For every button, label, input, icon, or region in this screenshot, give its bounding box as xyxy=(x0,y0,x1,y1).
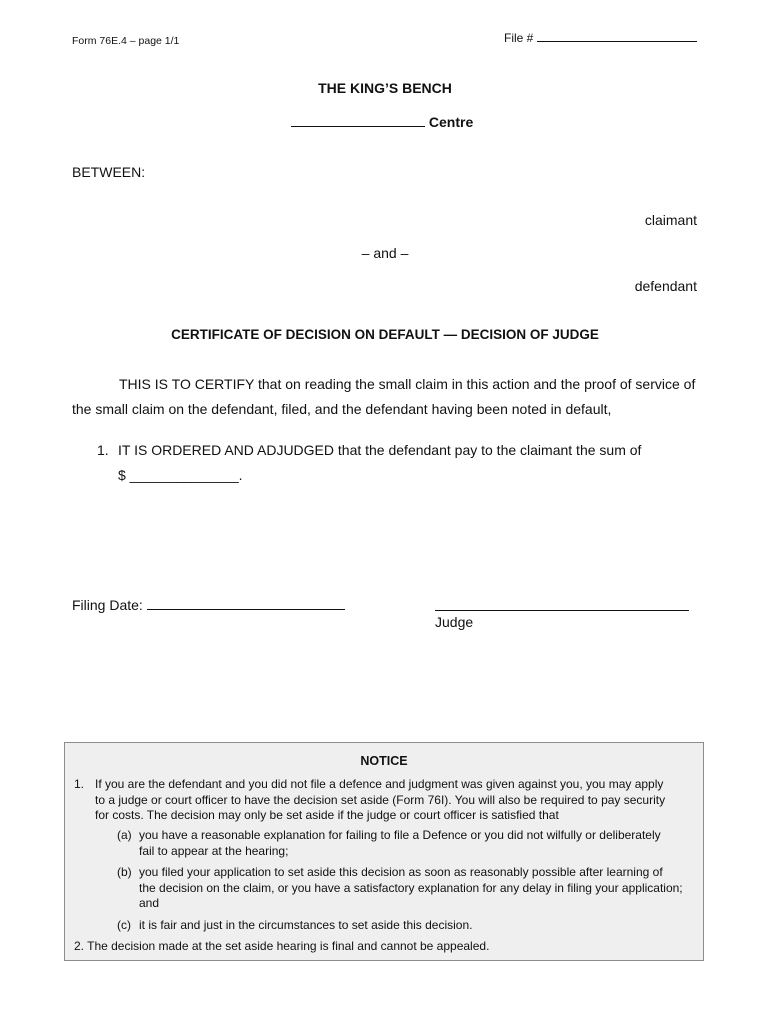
document-title: CERTIFICATE OF DECISION ON DEFAULT — DECISION OF JUDGE xyxy=(171,327,599,342)
notice-item-2: 2. The decision made at the set aside hearing is final and cannot be appealed. xyxy=(74,939,490,953)
notice-item-1-line: If you are the defendant and you did not file a defence and judgment was given against you, you may apply xyxy=(95,777,664,791)
notice-sub-a-line: you have a reasonable explanation for failing to file a Defence or you did not wilfully or deliberately xyxy=(139,828,661,842)
notice-item-1-line: to a judge or court officer to have the decision set aside (Form 76I). You will also be required to pay security xyxy=(95,792,666,807)
notice-sub-b-label: (b) xyxy=(117,865,132,879)
order-text: IT IS ORDERED AND ADJUDGED that the defendant pay to the claimant the sum of xyxy=(118,442,642,458)
file-number-field xyxy=(504,31,697,45)
and-separator: – and – xyxy=(361,245,409,261)
claimant-label: claimant xyxy=(644,212,697,228)
defendant-label: defendant xyxy=(634,278,697,294)
notice-box xyxy=(64,742,704,961)
filing-date-label: Filing Date: xyxy=(72,597,143,613)
centre-field xyxy=(291,114,473,130)
certify-line-1: THIS IS TO CERTIFY that on reading the small claim in this action and the proof of service of xyxy=(119,376,696,392)
certify-line-2: the small claim on the defendant, filed, and the defendant having been noted in default, xyxy=(72,401,612,417)
file-number-label: File # xyxy=(504,31,534,45)
judge-label: Judge xyxy=(435,614,474,630)
notice-sub-b-line: you filed your application to set aside this decision as soon as reasonably possible after learning of xyxy=(139,865,663,879)
notice-sub-b-line: the decision on the claim, or you have a satisfactory explanation for any delay in filing your application; xyxy=(139,880,683,895)
file-number-blank xyxy=(537,41,697,42)
filing-date-blank xyxy=(147,609,345,610)
centre-label: Centre xyxy=(428,114,474,130)
centre-blank xyxy=(291,126,425,127)
between-label: BETWEEN: xyxy=(72,164,146,180)
notice-sub-a-label: (a) xyxy=(117,828,132,842)
filing-date-field xyxy=(72,597,345,613)
order-amount: $ ______________. xyxy=(118,467,243,483)
notice-sub-b-line: and xyxy=(139,896,160,910)
form-reference: Form 76E.4 – page 1/1 xyxy=(72,35,180,47)
order-number: 1. xyxy=(97,442,109,458)
notice-item-1-number: 1. xyxy=(74,777,85,791)
judge-signature-line xyxy=(435,610,689,611)
court-name: THE KING’S BENCH xyxy=(318,80,452,96)
notice-item-1-line: for costs. The decision may only be set aside if the judge or court officer is satisfied that xyxy=(95,808,559,822)
notice-sub-a-line: fail to appear at the hearing; xyxy=(139,843,289,858)
notice-sub-c-label: (c) xyxy=(117,918,131,932)
notice-title: NOTICE xyxy=(360,754,408,768)
notice-sub-c-line: it is fair and just in the circumstances to set aside this decision. xyxy=(139,918,473,932)
